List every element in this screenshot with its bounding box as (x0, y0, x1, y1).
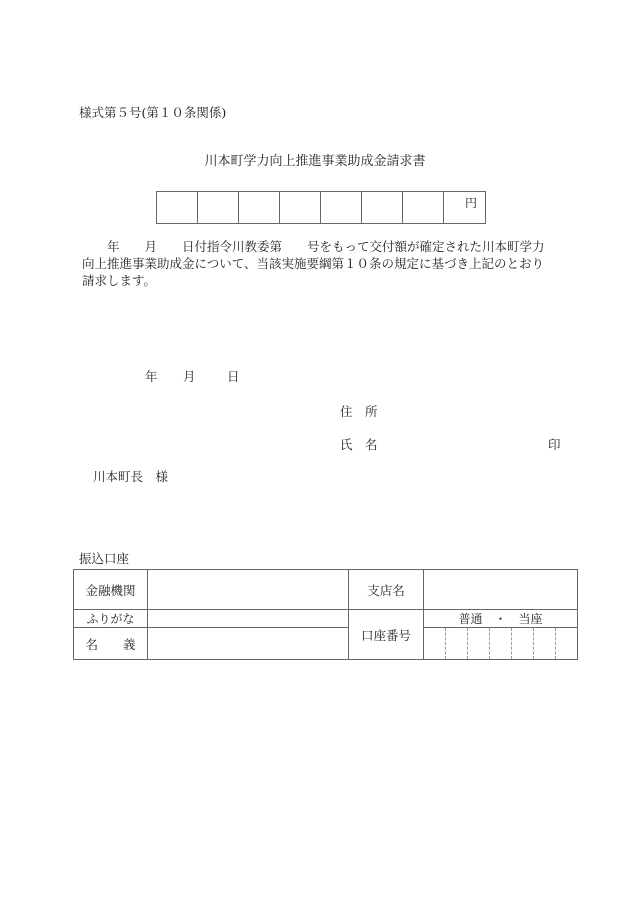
amount-digit-cell[interactable] (403, 192, 444, 224)
amount-boxes (156, 191, 486, 224)
furigana-label: ふりがな (74, 610, 148, 628)
bank-account-table (73, 569, 578, 660)
account-digit-cell[interactable] (424, 628, 446, 659)
furigana-field[interactable] (148, 610, 349, 628)
holder-field[interactable] (148, 628, 349, 660)
seal-label: 印 (548, 437, 561, 452)
holder-label: 名 義 (74, 628, 148, 660)
branch-field[interactable] (424, 570, 578, 610)
request-statement (82, 238, 592, 289)
amount-unit-cell (444, 192, 486, 224)
account-number-cells (424, 628, 578, 660)
document-title: 川本町学力向上推進事業助成金請求書 (204, 154, 426, 169)
institution-label: 金融機関 (74, 570, 148, 610)
account-digit-cell[interactable] (534, 628, 556, 659)
date-day-label: 日 (227, 369, 240, 384)
request-date (145, 367, 240, 385)
statement-line: 向上推進事業助成金について、当該実施要綱第１０条の規定に基づき上記のとおり (82, 256, 545, 271)
account-type-options[interactable]: 普通 ・ 当座 (424, 610, 578, 628)
account-digit-cell[interactable] (490, 628, 512, 659)
institution-field[interactable] (148, 570, 349, 610)
account-digit-cell[interactable] (468, 628, 490, 659)
yen-label: 円 (464, 196, 477, 210)
name-label: 氏 名 (340, 437, 378, 452)
address-label: 住 所 (340, 404, 378, 419)
form-number: 様式第５号(第１０条関係) (79, 105, 227, 120)
bank-section-title: 振込口座 (79, 551, 130, 566)
branch-label: 支店名 (349, 570, 424, 610)
amount-digit-cell[interactable] (157, 192, 198, 224)
addressee: 川本町長 様 (93, 469, 169, 484)
statement-line: 年 月 日付指令川教委第 号をもって交付額が確定された川本町学力 (82, 239, 545, 254)
amount-digit-cell[interactable] (198, 192, 239, 224)
account-digit-cell[interactable] (446, 628, 468, 659)
statement-line: 請求します。 (82, 273, 157, 288)
amount-digit-cell[interactable] (362, 192, 403, 224)
account-digit-cell[interactable] (512, 628, 534, 659)
date-month-label: 月 (183, 369, 196, 384)
account-number-label: 口座番号 (349, 610, 424, 660)
amount-digit-cell[interactable] (321, 192, 362, 224)
amount-digit-cell[interactable] (239, 192, 280, 224)
amount-digit-cell[interactable] (280, 192, 321, 224)
date-year-label: 年 (145, 369, 158, 384)
account-digit-cell[interactable] (556, 628, 577, 659)
